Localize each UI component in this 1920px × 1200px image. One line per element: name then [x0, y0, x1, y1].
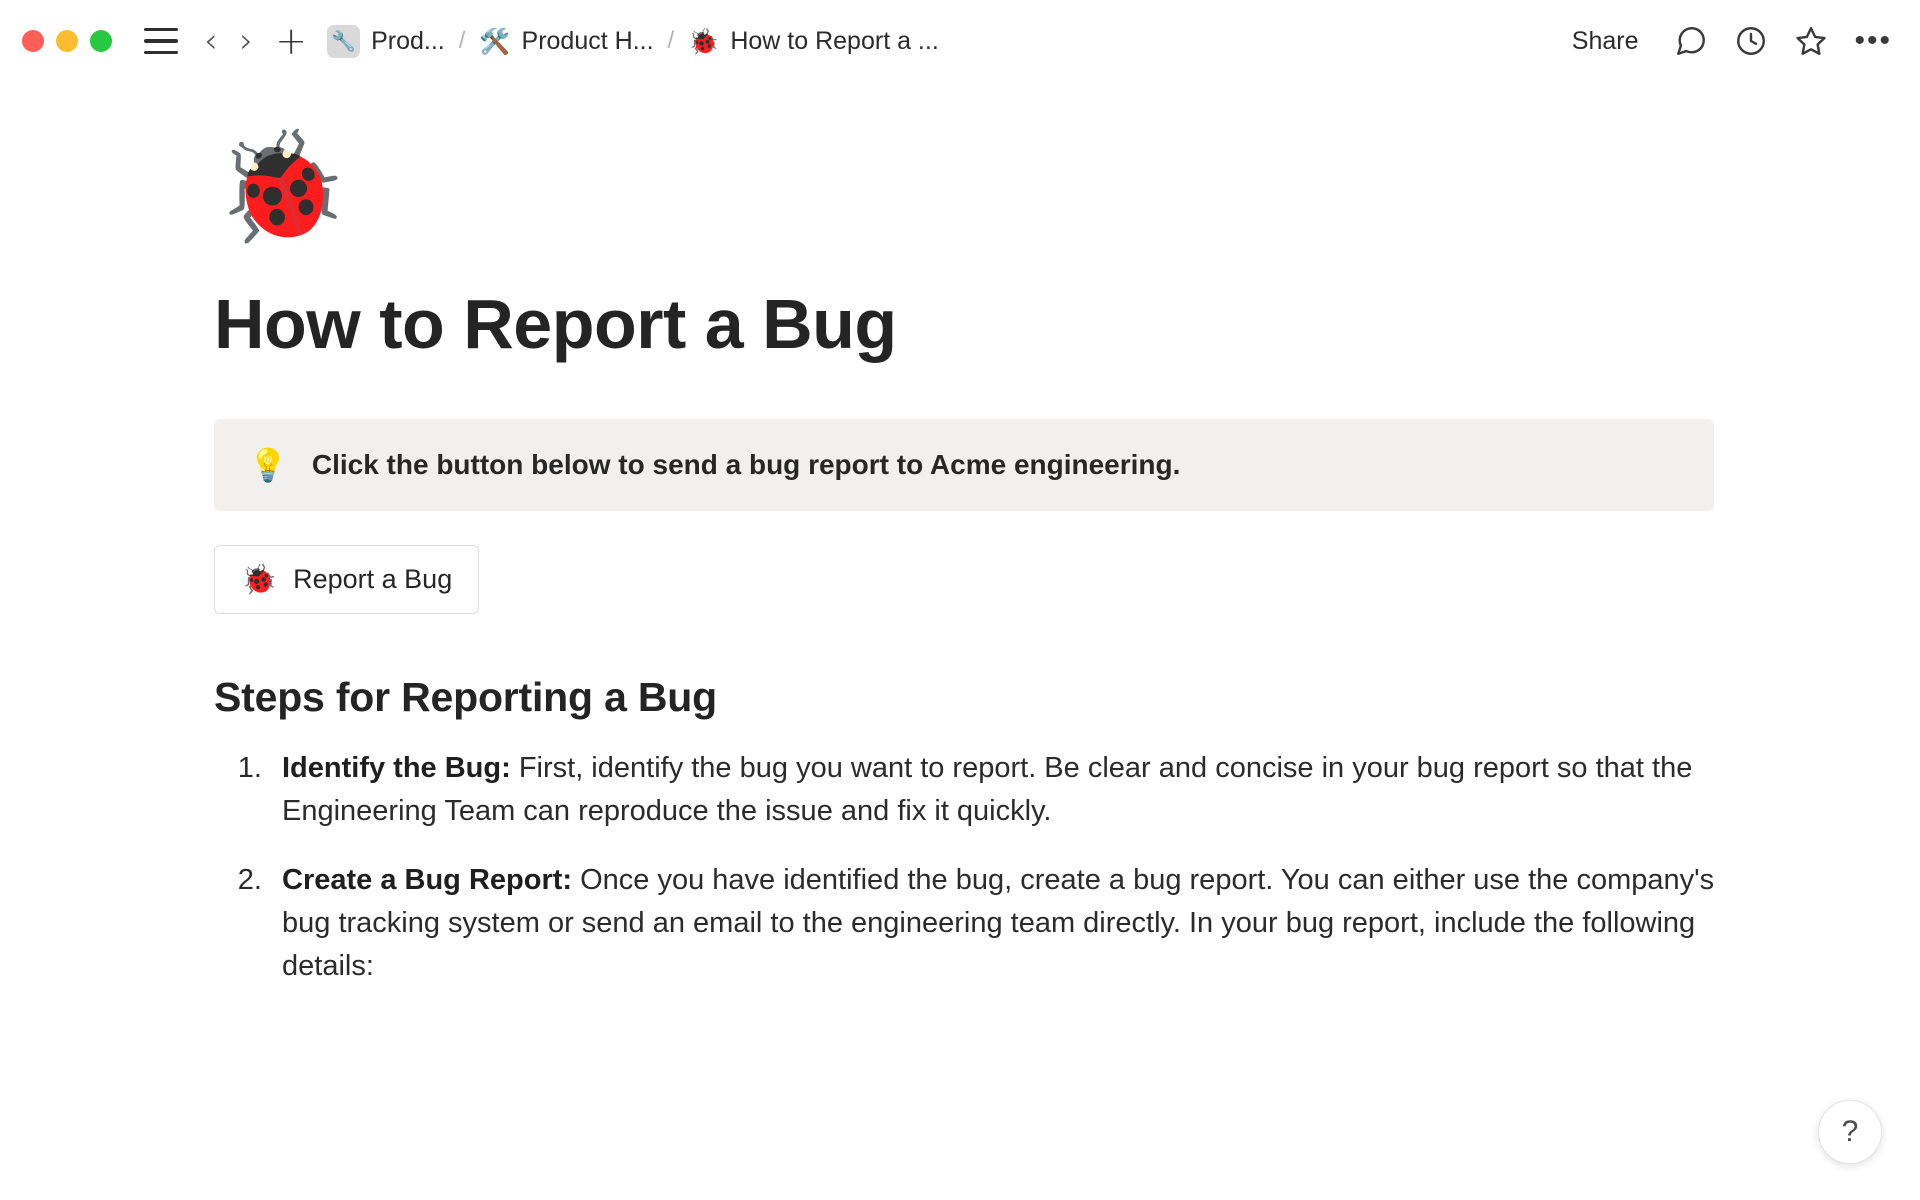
titlebar	[0, 0, 1920, 82]
ladybug-icon: 🐞	[688, 26, 720, 56]
step-lead: Create a Bug Report:	[282, 863, 573, 896]
lightbulb-icon: 💡	[248, 446, 288, 484]
breadcrumb-item-2[interactable]	[688, 27, 939, 56]
page-icon-ladybug[interactable]: 🐞	[214, 125, 349, 250]
breadcrumb-label-1: Product H...	[521, 26, 654, 55]
breadcrumb-separator-1: /	[667, 27, 675, 54]
breadcrumb-label-2: How to Report a ...	[730, 26, 939, 55]
clock-icon[interactable]	[1734, 24, 1768, 58]
star-icon[interactable]	[1794, 24, 1828, 58]
wrench-icon: 🔧	[327, 25, 360, 58]
callout-block	[214, 419, 1714, 511]
page-content	[0, 82, 1920, 988]
callout-text: Click the button below to send a bug report to Acme engineering.	[311, 449, 1181, 480]
titlebar-actions	[1562, 23, 1892, 60]
list-item	[270, 747, 1740, 833]
list-item	[270, 859, 1740, 988]
step-body: First, identify the bug you want to report. Be clear and concise in your bug report so that the Engineering Team can reproduce the issue and fix it quickly.	[282, 752, 1693, 827]
close-window-button[interactable]	[22, 30, 44, 52]
breadcrumb-label-0: Prod...	[371, 26, 445, 55]
window-controls	[22, 30, 112, 52]
more-options-button[interactable]: •••	[1854, 24, 1892, 57]
page-title: How to Report a Bug	[214, 285, 897, 363]
comment-icon[interactable]	[1674, 24, 1708, 58]
report-a-bug-button[interactable]	[214, 545, 479, 614]
breadcrumb	[327, 25, 939, 58]
hammer-and-wrench-icon: 🛠️	[479, 26, 511, 56]
steps-list	[214, 747, 1740, 988]
step-body: Once you have identified the bug, create a bug report. You can either use the company's bug tracking system or send an email to the engineering team directly. In your bug report, include the following details:	[282, 863, 1715, 982]
menu-icon[interactable]	[144, 28, 178, 54]
breadcrumb-item-0[interactable]	[327, 25, 445, 58]
report-a-bug-button-label: Report a Bug	[293, 564, 453, 594]
back-button[interactable]: ‹	[204, 21, 218, 61]
ladybug-icon: 🐞	[241, 562, 278, 596]
minimize-window-button[interactable]	[56, 30, 78, 52]
share-button[interactable]: Share	[1571, 26, 1639, 55]
forward-button[interactable]: ›	[239, 21, 254, 61]
breadcrumb-item-1[interactable]	[479, 27, 653, 56]
breadcrumb-separator-0: /	[458, 27, 466, 54]
maximize-window-button[interactable]	[90, 30, 112, 52]
section-title: Steps for Reporting a Bug	[214, 674, 717, 720]
add-page-button[interactable]: +	[275, 19, 308, 63]
help-button[interactable]: ?	[1818, 1100, 1882, 1164]
step-lead: Identify the Bug:	[282, 752, 511, 784]
